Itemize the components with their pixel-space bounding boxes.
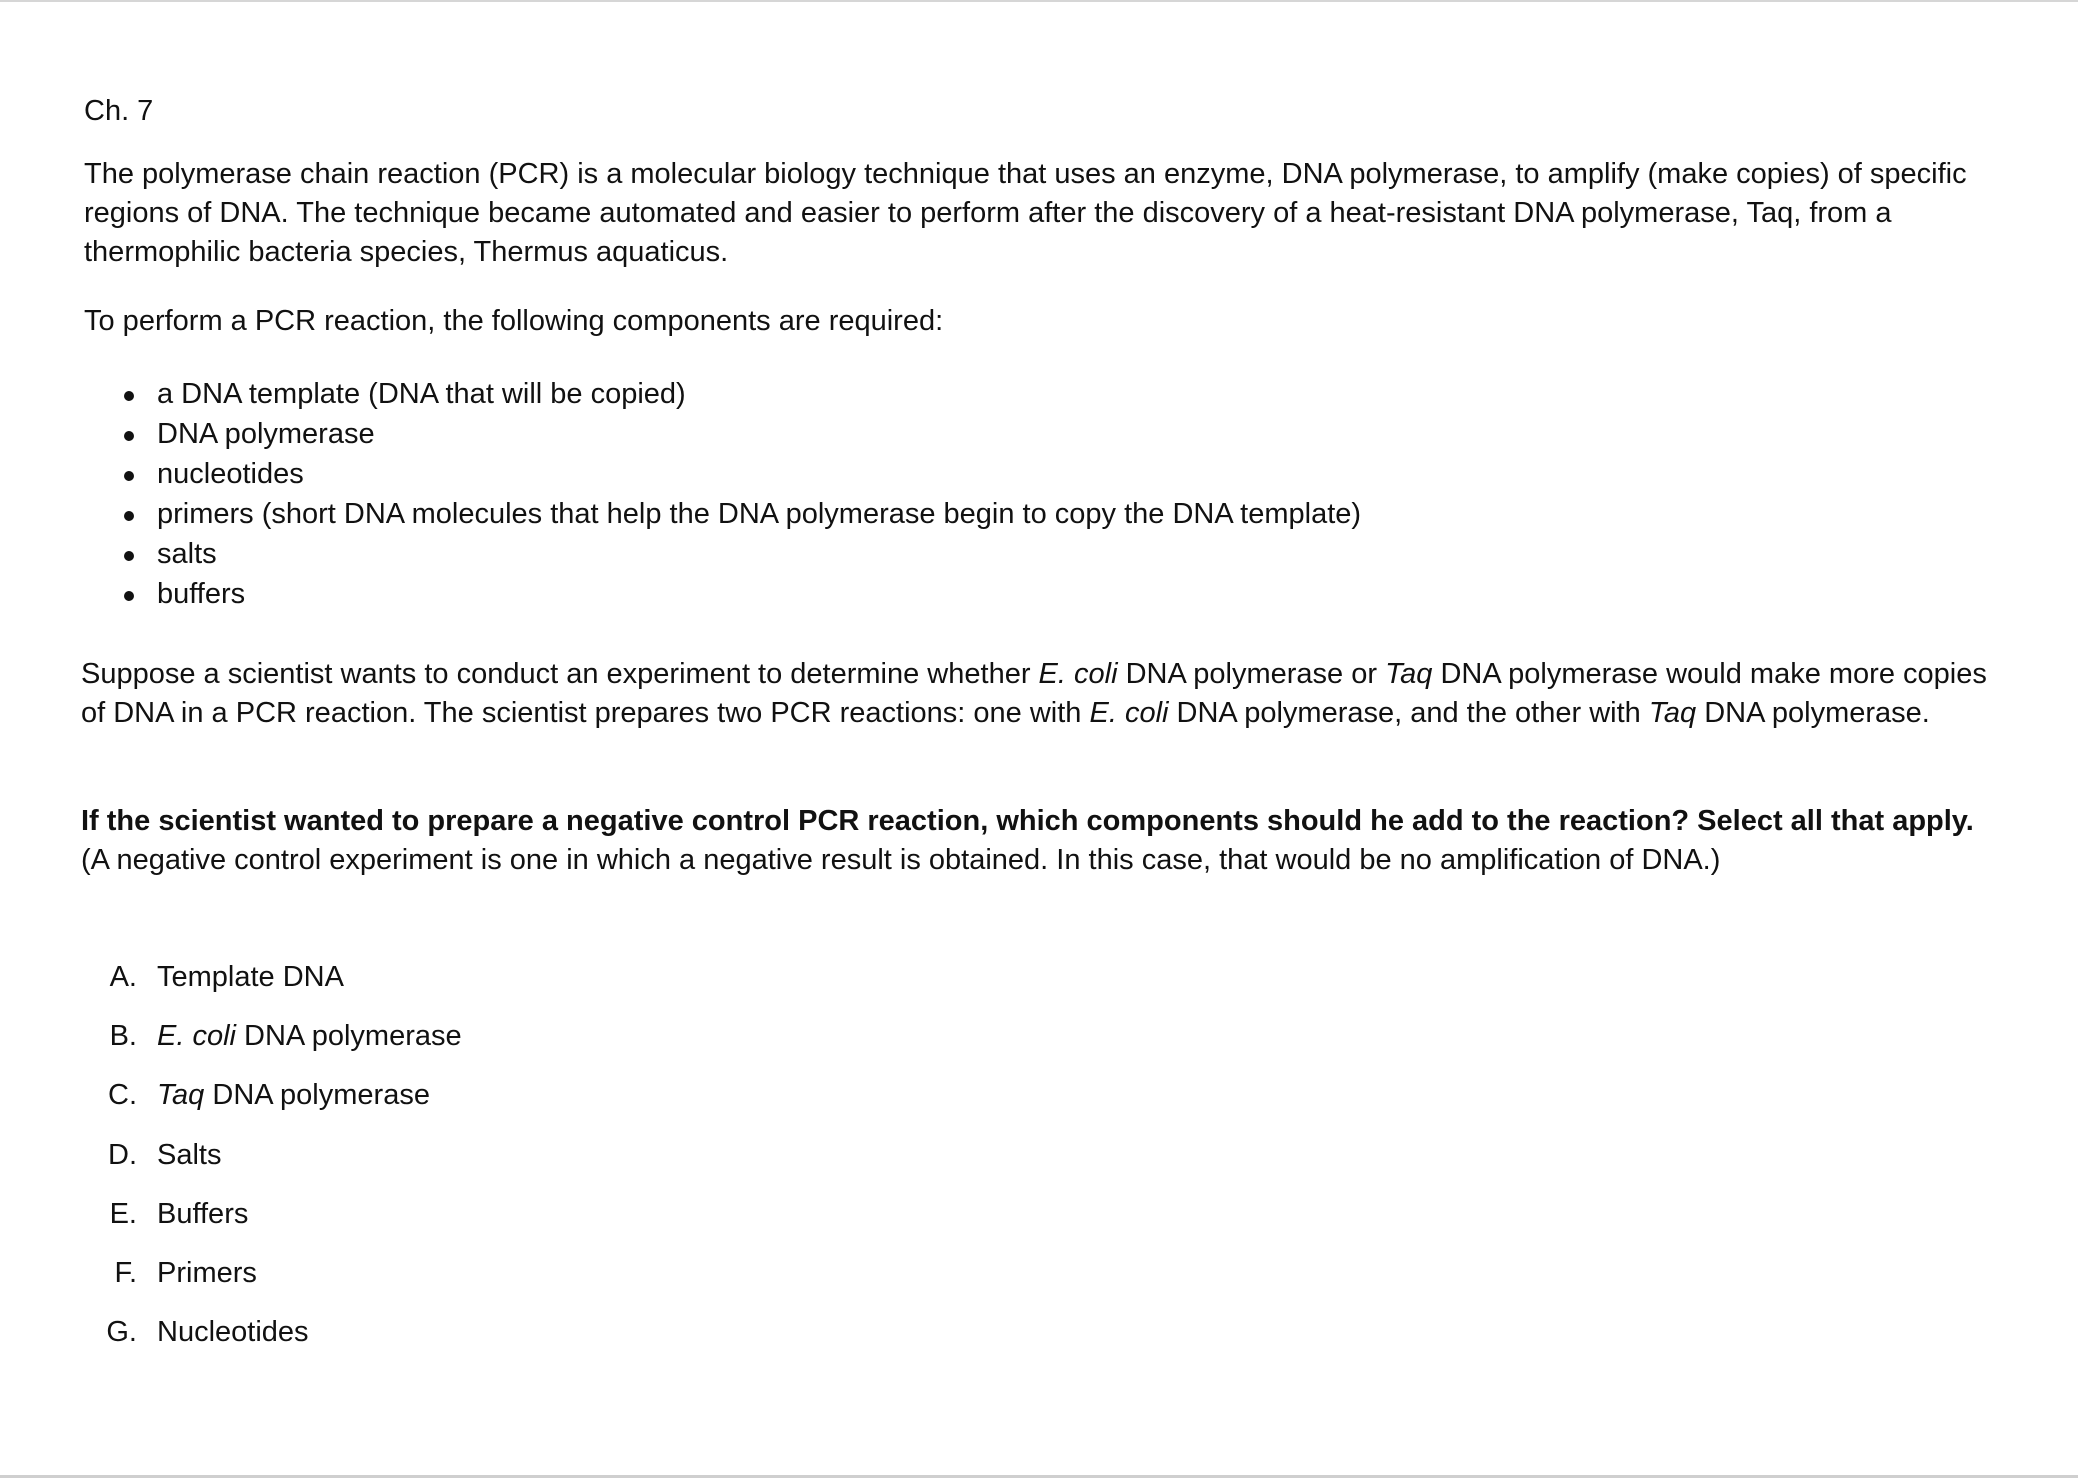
- option-italic: E. coli: [157, 1020, 236, 1053]
- list-item-text: buffers: [157, 578, 246, 610]
- requirements-intro: To perform a PCR reaction, the following components are required:: [84, 305, 944, 337]
- bullet-icon: [124, 391, 134, 401]
- option-letter: C.: [108, 1079, 137, 1112]
- bullet-icon: [124, 471, 134, 481]
- chapter-heading: Ch. 7: [84, 95, 154, 127]
- option-letter: F.: [114, 1256, 137, 1289]
- option-text: Template DNA: [157, 961, 344, 993]
- scenario-text: DNA polymerase or: [1117, 658, 1386, 690]
- list-item: [84, 574, 1361, 614]
- answer-option[interactable]: [81, 1136, 462, 1195]
- intro-paragraph: The polymerase chain reaction (PCR) is a molecular biology technique that uses an enzyme, DNA polymerase, to amplify (make copies) of specific regions of DNA. The technique became automated and easier to perform after the discovery of a heat-resistant DNA polymerase, Taq, from a thermophilic bacteria species, Thermus aquaticus.: [84, 158, 1967, 268]
- option-letter: G.: [106, 1316, 137, 1349]
- option-label: [157, 958, 344, 997]
- answer-option[interactable]: [81, 958, 462, 1017]
- answer-option[interactable]: [81, 1254, 462, 1313]
- list-item-text: nucleotides: [157, 458, 304, 490]
- list-item-text: salts: [157, 538, 217, 570]
- list-item-text: primers (short DNA molecules that help the DNA polymerase begin to copy the DNA template): [157, 498, 1362, 530]
- answer-option[interactable]: [81, 1017, 462, 1076]
- question-note: (A negative control experiment is one in which a negative result is obtained. In this case, that would be no amplification of DNA.): [81, 844, 1721, 876]
- option-label: [157, 1313, 309, 1352]
- scenario-text: DNA polymerase.: [1696, 697, 1930, 729]
- list-item: [84, 534, 1361, 574]
- option-text: Buffers: [157, 1197, 249, 1230]
- option-letter: D.: [108, 1138, 137, 1171]
- species-name: Taq: [1385, 658, 1433, 690]
- option-text: Nucleotides: [157, 1316, 309, 1349]
- components-list: [84, 374, 1361, 614]
- list-item-text: DNA polymerase: [157, 418, 375, 450]
- option-text: Salts: [157, 1138, 222, 1171]
- option-letter: E.: [109, 1197, 137, 1230]
- answer-option[interactable]: [81, 1195, 462, 1254]
- option-label: [157, 1017, 462, 1056]
- option-letter: B.: [109, 1020, 137, 1053]
- list-item: [84, 454, 1361, 494]
- list-item: [84, 374, 1361, 414]
- list-item: [84, 494, 1361, 534]
- option-label: [157, 1136, 221, 1175]
- option-label: [157, 1076, 430, 1115]
- option-text: Primers: [157, 1256, 257, 1289]
- option-label: [157, 1254, 257, 1293]
- bullet-icon: [124, 511, 134, 521]
- answer-option[interactable]: [81, 1076, 462, 1135]
- option-label: [157, 1195, 248, 1234]
- bullet-icon: [124, 431, 134, 441]
- species-name: Taq: [1648, 697, 1697, 729]
- bullet-icon: [124, 551, 134, 561]
- list-item: [84, 414, 1361, 454]
- scenario-text: Suppose a scientist wants to conduct an experiment to determine whether: [81, 658, 1039, 690]
- list-item-text: a DNA template (DNA that will be copied): [157, 378, 686, 410]
- species-name: E. coli: [1089, 697, 1169, 729]
- answer-option[interactable]: [81, 1313, 462, 1372]
- option-letter: A.: [109, 961, 137, 993]
- question-bold: If the scientist wanted to prepare a negative control PCR reaction, which components should he add to the reaction? Select all that apply.: [81, 805, 1974, 837]
- question-prompt: [81, 802, 2001, 880]
- scenario-text: DNA polymerase would make more copies of DNA in a PCR reaction. The scientist prepares two PCR reactions: one with: [81, 658, 1987, 729]
- option-italic: Taq: [157, 1079, 205, 1112]
- answer-options: [81, 958, 462, 1372]
- bullet-icon: [124, 591, 134, 601]
- option-text: DNA polymerase: [235, 1020, 462, 1053]
- species-name: E. coli: [1038, 658, 1118, 690]
- bottom-divider: [0, 1475, 2078, 1478]
- scenario-paragraph: [81, 655, 2001, 733]
- option-text: DNA polymerase: [204, 1079, 430, 1112]
- scenario-text: DNA polymerase, and the other with: [1168, 697, 1649, 729]
